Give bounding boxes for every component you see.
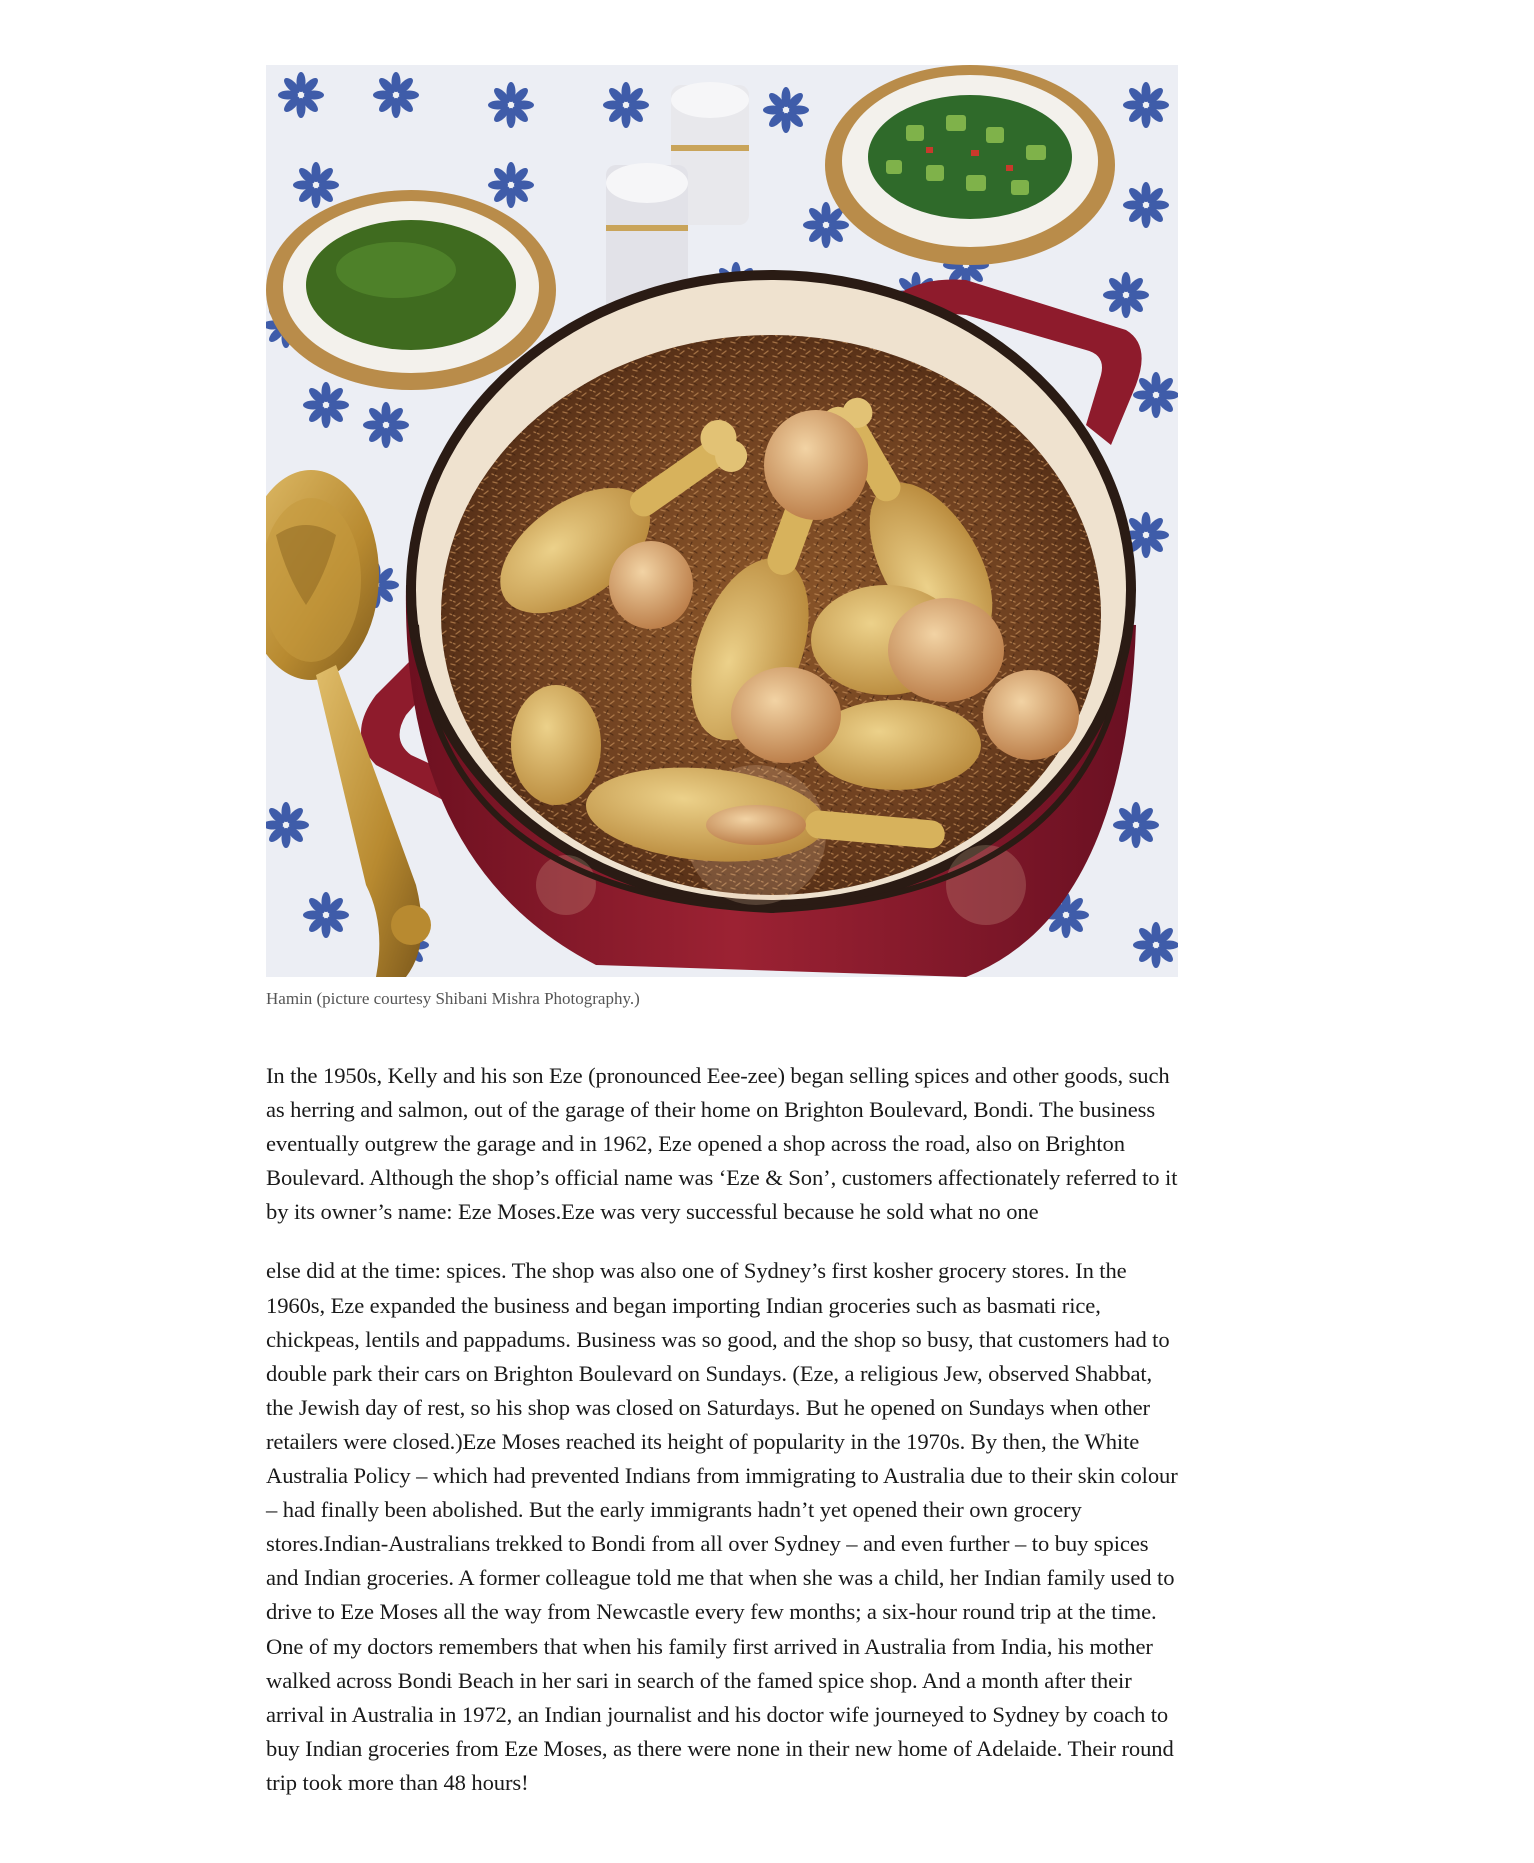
chutney-bowl xyxy=(266,190,556,390)
figure xyxy=(266,65,1178,1011)
article xyxy=(266,65,1178,1800)
hamin-dish-photo xyxy=(266,65,1178,977)
photo-illustration xyxy=(266,65,1178,977)
salad-bowl xyxy=(825,65,1115,265)
body-paragraph-1: In the 1950s, Kelly and his son Eze (pronounced Eee-zee) began selling spices and other goods, such as herring and salmon, out of the garage of their home on Brighton Boulevard, Bondi. The business eventually outgrew the garage and in 1962, Eze opened a shop across the road, also on Brighton Boulevard. Although the shop’s official name was ‘Eze & Son’, customers affectionately referred to it by its owner’s name: Eze Moses.Eze was very successful because he sold what no one xyxy=(266,1063,1178,1225)
body-paragraph-2: else did at the time: spices. The shop was also one of Sydney’s first kosher grocery stores. In the 1960s, Eze expanded the business and began importing Indian groceries such as basmati rice, chickpeas, lentils and pappadums. Business was so good, and the shop so busy, that customers had to double park their cars on Brighton Boulevard on Sundays. (Eze, a religious Jew, observed Shabbat, the Jewish day of rest, so his shop was closed on Saturdays. But he opened on Sundays when other retailers were closed.)Eze Moses reached its height of popularity in the 1970s. By then, the White Australia Policy – which had prevented Indians from immigrating to Australia due to their skin colour – had finally been abolished. But the early immigrants hadn’t yet opened their own grocery stores.Indian-Australians trekked to Bondi from all over Sydney – and even further – to buy spices and Indian groceries. A former colleague told me that when she was a child, her Indian family used to drive to Eze Moses all the way from Newcastle every few months; a six-hour round trip at the time. One of my doctors remembers that when his family first arrived in Australia from India, his mother walked across Bondi Beach in her sari in search of the famed spice shop. And a month after their arrival in Australia in 1972, an Indian journalist and his doctor wife journeyed to Sydney by coach to buy Indian groceries from Eze Moses, as there were none in their new home of Adelaide. Their round trip took more than 48 hours! xyxy=(266,1258,1178,1795)
photo-caption: Hamin (picture courtesy Shibani Mishra Photography.) xyxy=(266,989,640,1008)
